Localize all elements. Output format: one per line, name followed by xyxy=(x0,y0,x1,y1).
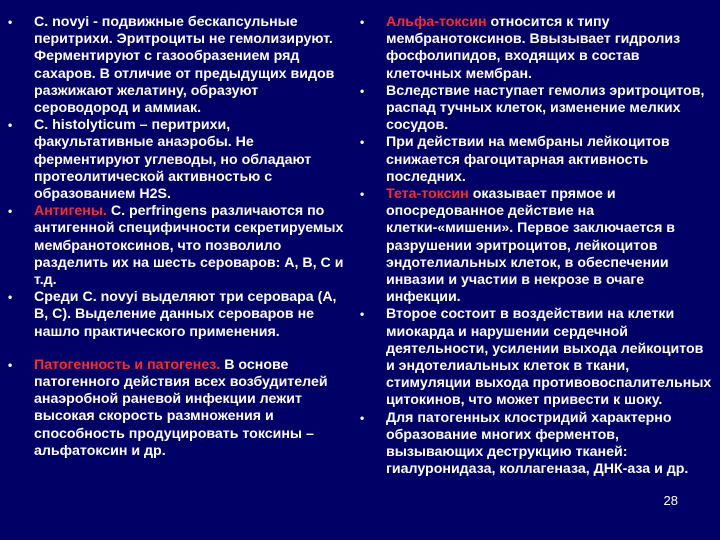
item-highlight: Патогенность и патогенез. xyxy=(34,356,221,373)
bullet-icon: • xyxy=(8,118,13,133)
list-item xyxy=(360,186,712,306)
page-number: 28 xyxy=(663,493,678,508)
item-highlight: Тета-токсин xyxy=(386,186,469,203)
item-text: C. perfringens различаются по антигенной специфичности секретируемых мембранотоксинов, что позволило разделить их на шесть сероваров: А, В, С и т.д. xyxy=(34,203,344,289)
bullet-icon: • xyxy=(360,83,365,98)
bullet-icon: • xyxy=(8,15,13,29)
list-item xyxy=(8,117,348,203)
bullet-icon: • xyxy=(8,290,13,305)
list-item xyxy=(8,14,348,117)
bullet-icon: • xyxy=(8,204,13,219)
item-text: Второе состоит в воздействии на клетки миокарда и нарушении сердечной деятельности, усилении выхода лейкоцитов и эндотелиальных клеток в ткани, стимуляции выхода противовоспалительных цитокинов, что может привести к шоку. xyxy=(386,306,712,409)
list-item xyxy=(360,306,712,409)
item-text: относится к типу мембранотоксинов. Ввызывает гидролиз фосфолипидов, входящих в состав клеточных мембран. xyxy=(386,14,681,82)
list-item xyxy=(8,357,348,460)
bullet-icon: • xyxy=(360,410,365,425)
bullet-icon: • xyxy=(8,357,13,372)
bullet-icon: • xyxy=(360,15,365,29)
right-column xyxy=(360,14,712,478)
item-text: C. novyi - подвижные бескапсульные перитрихи. Эритроциты не гемолизируют. Ферментируют с газообразением ряд сахаров. В отличие от предыдущих видов разжижают желатину, образуют сероводород и аммиак. xyxy=(34,14,335,117)
item-text: В основе патогенного действия всех возбудителей анаэробной раневой инфекции лежит высокая скорость размножения и способность продуцировать токсины – альфатоксин и др. xyxy=(34,356,328,459)
item-text: Среди C. novyi выделяют три серовара (А, В, С). Выделение данных сероваров не нашло практического применения. xyxy=(34,289,337,340)
item-text: Для патогенных клостридий характерно образование многих ферментов, вызывающих деструкцию тканей: гиалуронидаза, коллагеназа, ДНК-аза и др. xyxy=(386,409,689,478)
bullet-icon: • xyxy=(360,307,365,322)
item-text: C. histolyticum – перитрихи, факультативные анаэробы. Не ферментируют углеводы, но обладают протеолитической активностью с образованием H2S. xyxy=(34,117,312,203)
item-highlight: Альфа-токсин xyxy=(386,14,487,30)
list-item xyxy=(360,14,712,83)
list-item xyxy=(360,410,712,479)
list-item xyxy=(360,83,712,135)
bullet-icon: • xyxy=(360,187,365,202)
list-item xyxy=(8,289,348,341)
bullet-icon: • xyxy=(360,135,365,150)
left-column xyxy=(8,14,348,460)
item-text: При действии на мембраны лейкоцитов снижается фагоцитарная активность последних. xyxy=(386,134,670,185)
item-highlight: Антигены. xyxy=(34,203,107,220)
item-text: Вследствие наступает гемолиз эритроцитов, распад тучных клеток, изменение мелких сосудов. xyxy=(386,82,705,134)
list-item xyxy=(360,134,712,186)
list-item xyxy=(8,203,348,289)
item-text: оказывает прямое и опосредованное действие на клетки-«мишени». Первое заключается в разрушении эритроцитов, лейкоцитов эндотелиальных клеток, в обеспечении инвазии и участии в некрозе в очаге инфекции. xyxy=(386,186,676,306)
